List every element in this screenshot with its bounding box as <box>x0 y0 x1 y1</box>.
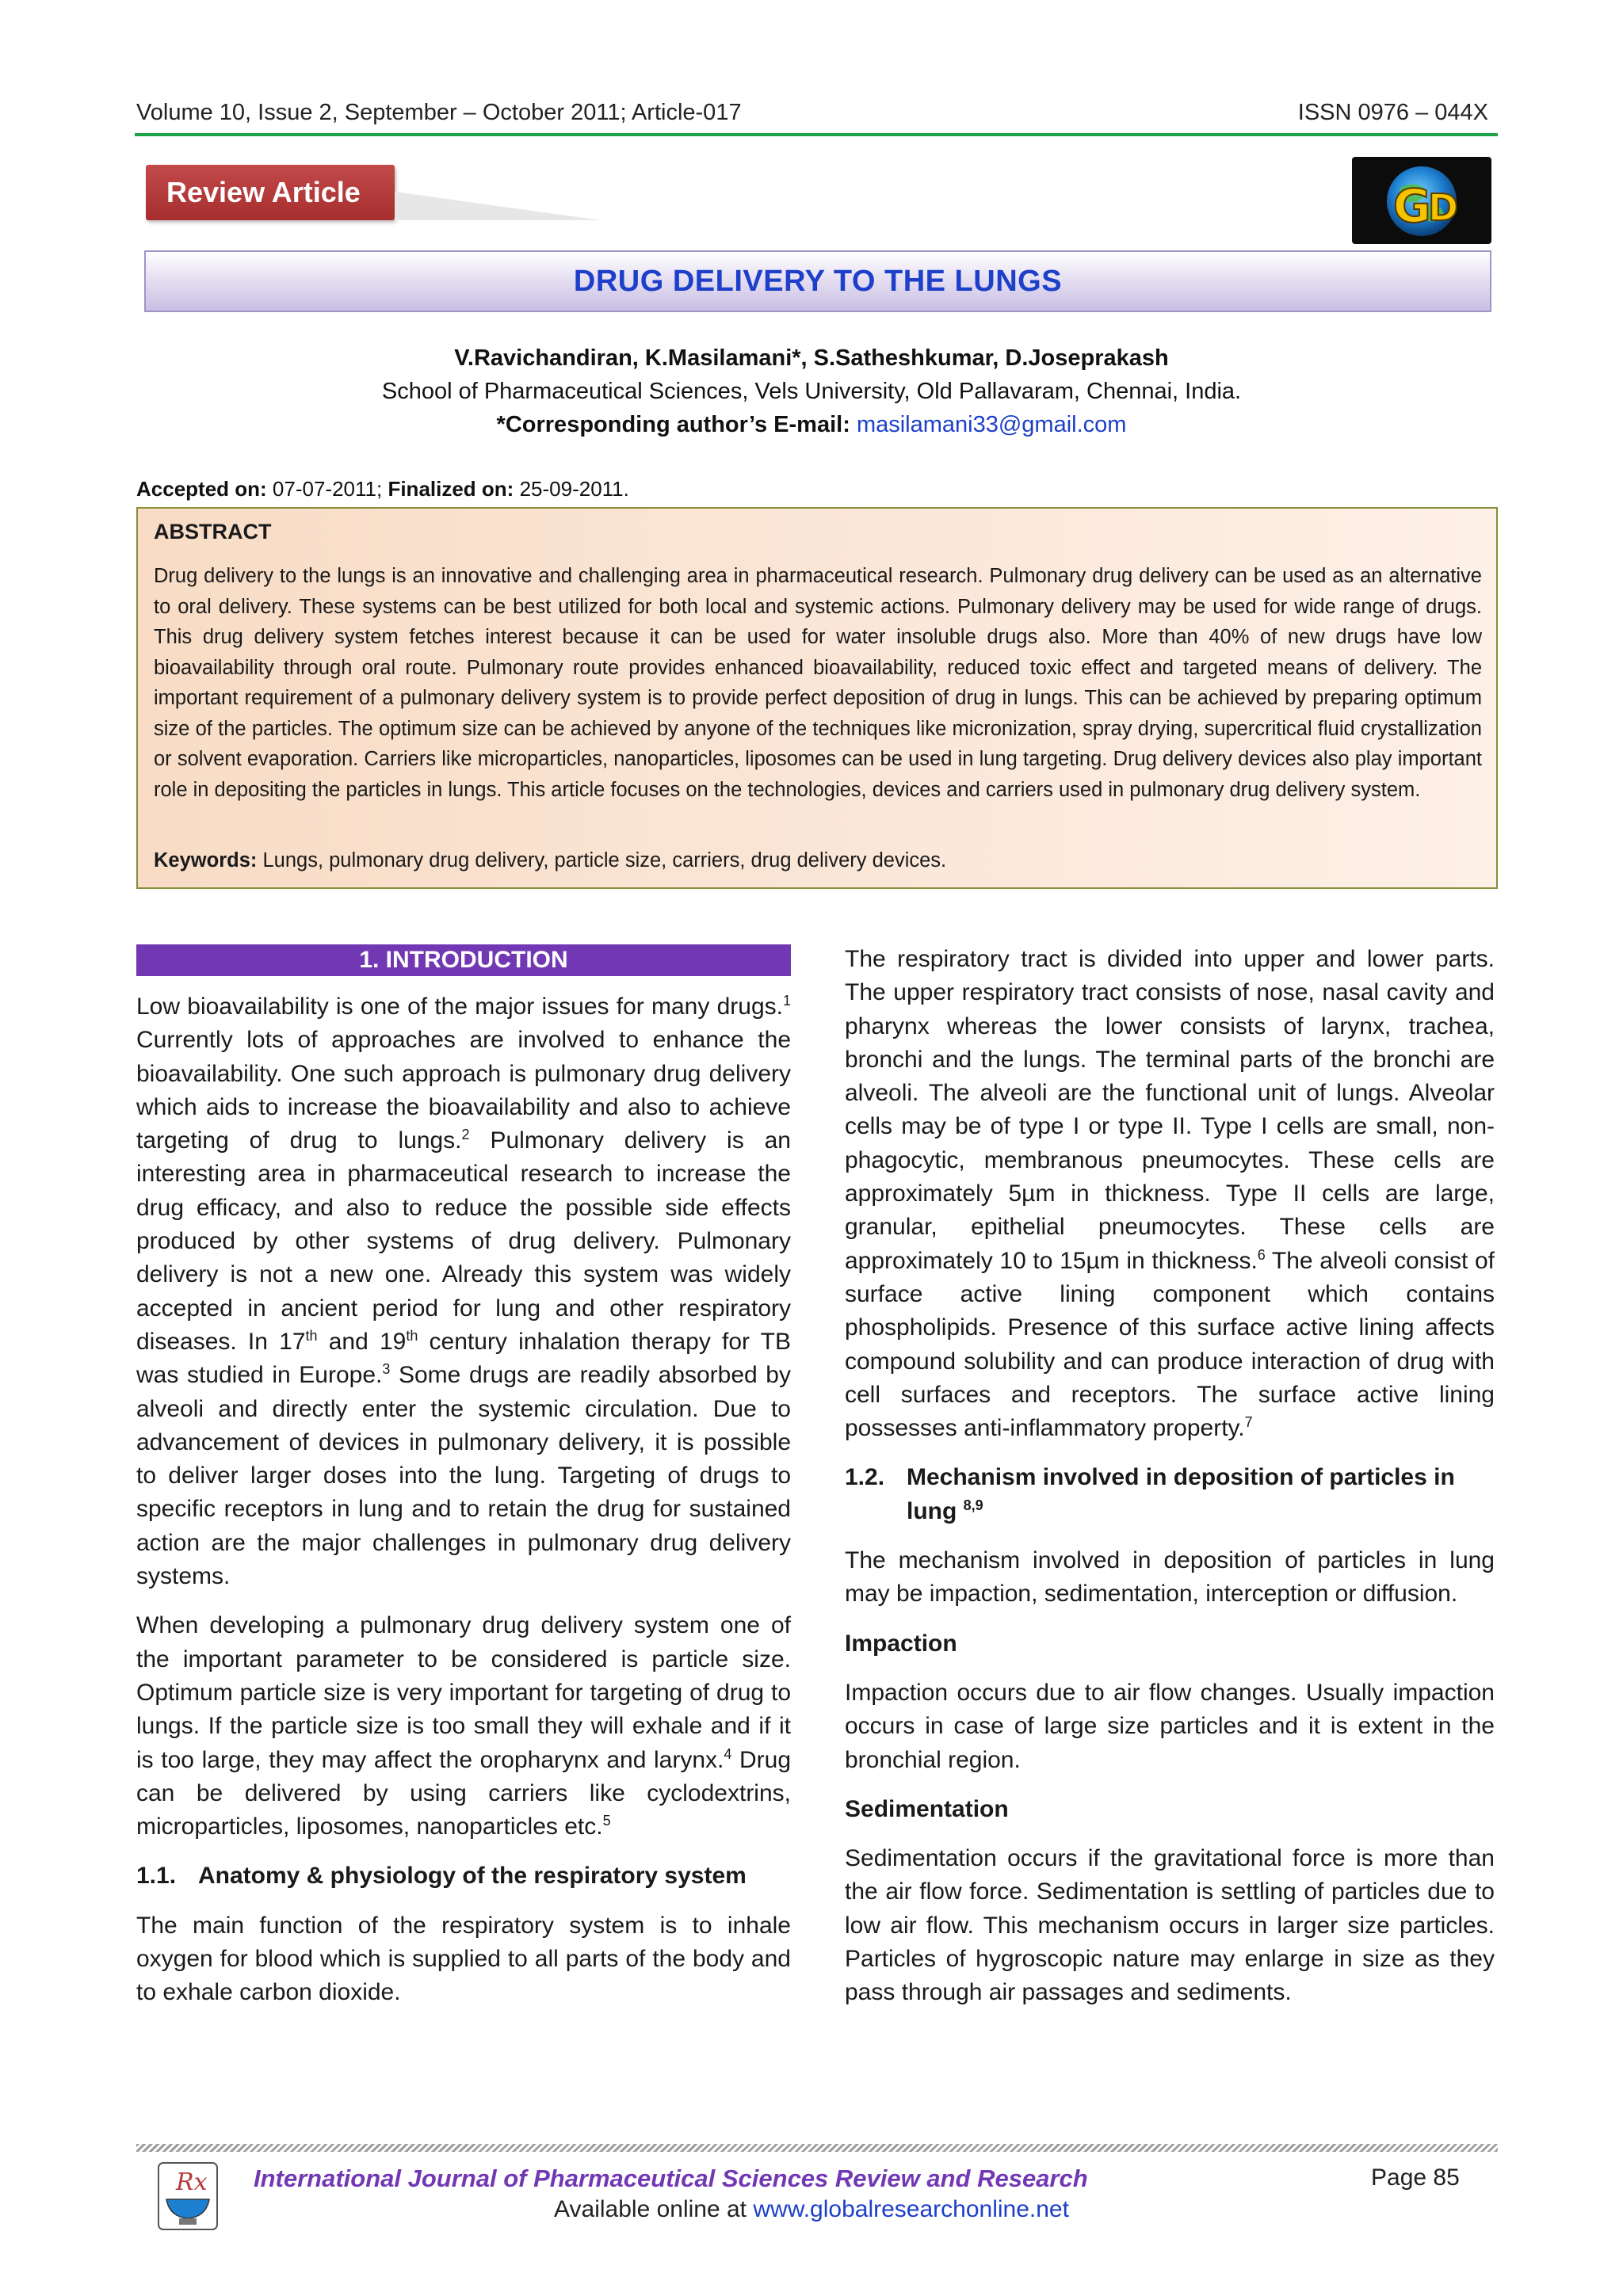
running-head-issn: ISSN 0976 – 044X <box>1297 100 1488 125</box>
journal-url-link[interactable]: www.globalresearchonline.net <box>753 2196 1069 2222</box>
header-rule <box>135 133 1498 136</box>
banner-label: Review Article <box>166 176 361 208</box>
footer-journal-name: International Journal of Pharmaceutical Sciences Review and Research <box>254 2164 1088 2192</box>
finalized-date: 25-09-2011. <box>519 477 629 501</box>
intro-paragraph-2: When developing a pulmonary drug delivery system one of the important parameter to be considered is particle size. Optimum particle size is very important for targeting of drug to lungs. If the particle size is too small they will exhale and if it is too large, they may affect the oropharynx and larynx.$^4$ Drug can be delivered by using carriers like cyclodextrins, microparticles, liposomes, nanoparticles etc.$^5$ <box>136 1612 792 1840</box>
article-dates <box>136 477 629 502</box>
abstract-box <box>136 507 1498 889</box>
review-article-banner <box>146 165 447 220</box>
sedimentation-paragraph: Sedimentation occurs if the gravitational force is more than the air flow force. Sedimentation is settling of particles due to low air flow. This mechanism occurs in larger size particles. Particles of hygroscopic nature may enlarge in size as they pass through air passages and sediments. <box>845 1845 1495 2006</box>
article-title: DRUG DELIVERY TO THE LUNGS <box>573 265 1063 298</box>
keywords-label: Keywords: <box>154 849 258 871</box>
impaction-heading: Impaction <box>845 1630 957 1657</box>
section-heading-1-1: 1.1. Anatomy & physiology of the respiratory system <box>136 1863 747 1890</box>
section-heading-1-2: 1.2. Mechanism involved in deposition of particles in lung $^{8,9}$ <box>845 1464 1455 1524</box>
journal-logo-icon <box>1352 157 1491 244</box>
corresponding-email-link[interactable]: masilamani33@gmail.com <box>856 412 1127 437</box>
affiliation: School of Pharmaceutical Sciences, Vels University, Old Pallavaram, Chennai, India. <box>381 379 1242 404</box>
svg-text:G: G <box>1393 179 1431 233</box>
svg-text:Rx: Rx <box>176 2168 208 2196</box>
corresponding-author <box>0 412 1623 438</box>
anatomy-paragraph: The main function of the respiratory system is to inhale oxygen for blood which is supplied to all parts of the body and to exhale carbon dioxide. <box>136 1912 791 2006</box>
title-box <box>144 250 1491 312</box>
sedimentation-heading: Sedimentation <box>845 1795 1009 1822</box>
running-head-volume: Volume 10, Issue 2, September – October 2011; Article-017 <box>136 100 742 125</box>
corresponding-label: *Corresponding author’s E-mail: <box>496 412 850 437</box>
intro-paragraph-1: Low bioavailability is one of the major issues for many drugs.$^1$ Currently lots of approaches are involved to enhance the bioavailability. One such approach is pulmonary drug delivery which aids to increase the bioavailability and also to achieve targeting of drug to lungs.$^2$ Pulmonary delivery is an interesting area in pharmaceutical research to increase the drug efficacy, and also to reduce the possible side effects produced by other systems of drug delivery. Pulmonary delivery is not a new one. Already this system was widely accepted in ancient period for lung and other respiratory diseases. In 17th and 19th century inhalation therapy for TB was studied in Europe.$^3$ Some drugs are readily absorbed by alveoli and directly enter the systemic circulation. Due to advancement of devices in pulmonary delivery, it is possible to deliver larger doses into the lung. Targeting of drugs to specific receptors in lung and to retain the drug for sustained action are the major challenges in pulmonary drug delivery systems. <box>136 993 792 1590</box>
page-number: Page 85 <box>1371 2164 1460 2191</box>
banner-wing <box>395 192 601 220</box>
introduction-heading: 1. INTRODUCTION <box>136 944 791 976</box>
right-column <box>845 943 1495 2010</box>
footer-hatch-rule <box>136 2144 1498 2152</box>
abstract-body: Drug delivery to the lungs is an innovative and challenging area in pharmaceutical research. Pulmonary drug delivery can be used as an alternative to oral delivery. These systems can be best utilized for both local and systemic actions. Pulmonary delivery may be used for wide range of drugs. This drug delivery system fetches interest because it can be used for water insoluble drugs also. More than 40% of new drugs have low bioavailability through oral route. Pulmonary route provides enhanced bioavailability, reduced toxic effect and targeted means of delivery. The important requirement of a pulmonary delivery system is to provide perfect deposition of drug in lungs. This can be achieved by preparing optimum size of the particles. The optimum size can be achieved by anyone of the techniques like micronization, spray drying, supercritical fluid crystallization or solvent evaporation. Carriers like microparticles, nanoparticles, liposomes can be used in lung targeting. Drug delivery devices also play important role in depositing the particles in lungs. This article focuses on the technologies, devices and carriers used in pulmonary drug delivery system. <box>154 565 1482 801</box>
footer-online <box>0 2196 1623 2223</box>
left-column <box>136 946 791 2010</box>
online-label: Available online at <box>554 2196 747 2222</box>
keywords-value: Lungs, pulmonary drug delivery, particle size, carriers, drug delivery devices. <box>262 849 947 871</box>
mechanism-paragraph: The mechanism involved in deposition of particles in lung may be impaction, sedimentation, interception or diffusion. <box>845 1547 1495 1608</box>
svg-text:D: D <box>1428 186 1459 229</box>
keywords <box>154 849 946 872</box>
impaction-paragraph: Impaction occurs due to air flow changes. Usually impaction occurs in case of large size particles and it is extent in the bronchial region. <box>845 1679 1495 1773</box>
respiratory-paragraph: The respiratory tract is divided into upper and lower parts. The upper respiratory tract consists of nose, nasal cavity and pharynx whereas the lower consists of larynx, trachea, bronchi and the lungs. The terminal parts of the bronchi are alveoli. The alveoli are the functional unit of lungs. Alveolar cells may be of type I or type II. Type I cells are small, non-phagocytic, membranous pneumocytes. These cells are approximately 5µm in thickness. Type II cells are large, granular, epithelial pneumocytes. These cells are approximately 10 to 15µm in thickness.$^6$ The alveoli consist of surface active lining component which contains phospholipids. Presence of this surface active lining affects compound solubility and can produce interaction of drug with cell surfaces and receptors. The surface active lining possesses anti-inflammatory property.$^7$ <box>845 946 1495 1442</box>
finalized-label: Finalized on: <box>388 477 514 501</box>
running-head <box>136 100 1488 135</box>
author-list: V.Ravichandiran, K.Masilamani*, S.Satheshkumar, D.Joseprakash <box>454 345 1169 371</box>
accepted-date: 07-07-2011; <box>272 477 383 501</box>
abstract-heading: ABSTRACT <box>154 520 272 543</box>
accepted-label: Accepted on: <box>136 477 267 501</box>
